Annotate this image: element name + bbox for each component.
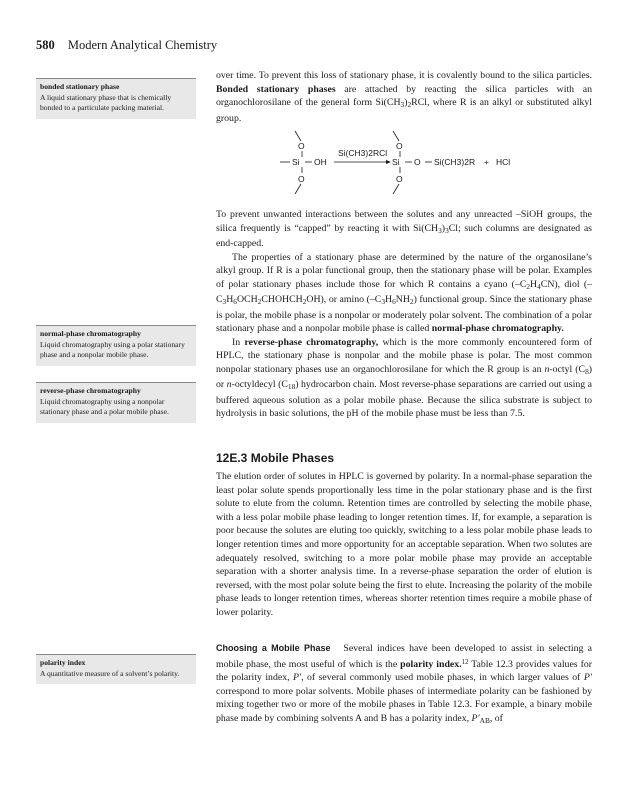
right-si: Si [392,157,400,167]
glossary-definition: A liquid stationary phase that is chemically bonded to a particulate packing material. [40,92,172,113]
left-oh: OH [314,157,327,167]
subsection-heading: Choosing a Mobile Phase [216,643,331,653]
glossary-box-bonded-stationary-phase [36,78,196,119]
running-header [36,38,217,53]
glossary-box-reverse-phase [36,382,196,423]
glossary-term: normal-phase chromatography [40,329,141,338]
paragraph-reverse-phase: In reverse-phase chromatography, which is the more commonly encountered form of HPLC, the stationary phase is nonpolar and the mobile phase is polar. The most common nonpolar stationary phases use an organochlorosilane for which the R group is an n-octyl $(C_8)$ or n-octyldecyl $(C_{18})$ hydrocarbon chain. Most reverse-phase separations are carried out using a buffered aqueous solution as a polar mobile phase. Because the silica substrate is subject to hydrolysis in basic solutions, the pH of the mobile phase must be less than 7.5. [216,336,592,420]
reference-number: 12 [461,658,469,666]
glossary-definition: Liquid chromatography using a nonpolar stationary phase and a polar mobile phase. [40,396,169,417]
page-number: 580 [36,38,55,52]
paragraph-group-stationary-phases [216,208,592,421]
right-bottom-o: O [396,174,403,184]
glossary-box-polarity-index [36,654,196,684]
right-o: O [414,157,421,167]
reagent-label: Si(CH3)2RCl [338,148,388,158]
paragraph-bonded-phase: over time. To prevent this loss of stationary phase, it is covalently bound to the silica particles. Bonded stationary phases are attached by reacting the silica particles with an organochlorosilane of the general form $Si(CH_3)_2RCl$, where R is an alkyl or substituted alkyl group. [216,70,592,124]
glossary-definition: A quantitative measure of a solvent’s polarity. [40,668,180,678]
book-title: Modern Analytical Chemistry [67,38,218,52]
left-bottom-o: O [298,174,305,184]
left-si: Si [292,157,300,167]
silanization-reaction [216,128,592,198]
left-top-o: O [298,141,305,151]
hcl-label: HCl [496,157,511,167]
glossary-box-normal-phase [36,325,196,366]
reaction-scheme [216,128,592,198]
plus-sign: + [484,157,489,167]
paragraph-stationary-phase-properties: The properties of a stationary phase are determined by the nature of the organosilane’s alkyl group. If R is a polar functional group, then the stationary phase will be polar. Examples of polar stationary phases include those for which R contains a cyano $(-C_2H_4CN)$, diol $(-C_3H_6OCH_2CHOHCH_2OH)$, or amino $(-C_3H_6NH_2)$ functional group. Since the stationary phase is polar, the mobile phase is a nonpolar or moderately polar solvent. The combination of a polar stationary phase and a nonpolar mobile phase is called normal-phase chromatography. [216,251,593,335]
glossary-term: bonded stationary phase [40,82,120,91]
paragraph-choosing-mobile-phase: Choosing a Mobile Phase Several indices have been developed to assist in selecting a mobile phase, the most useful of which is the polarity index.$^{12}$ Table 12.3 provides values for the polarity index, P′, of several commonly used mobile phases, in which larger values of P′ correspond to more polar solvents. Mobile phases of intermediate polarity can be fashioned by mixing together two or more of the mobile phases in Table 12.3. For example, a binary mobile phase made by combining solvents A and B has a polarity index, $P'_{AB}$, of [216,643,592,725]
glossary-term: reverse-phase chromatography [40,386,141,395]
paragraph-elution-order: The elution order of solutes in HPLC is governed by polarity. In a normal-phase separation the least polar solute spends proportionally less time in the polar stationary phase and is the first solute to elute from the column. Retention times are controlled by selecting the mobile phase, with a less polar mobile phase leading to longer retention times. If, for example, a separation is poor because the solutes are eluting too quickly, switching to a less polar mobile phase leads to longer retention times and more opportunity for an acceptable separation. When two solutes are adequately resolved, switching to a more polar mobile phase may provide an acceptable separation with a shorter analysis time. In a reverse-phase separation the order of elution is reversed, with the most polar solute being the first to elute. Increasing the polarity of the mobile phase leads to longer retention times, whereas shorter retention times require a mobile phase of lower polarity. [216,471,592,618]
glossary-definition: Liquid chromatography using a polar stationary phase and a nonpolar mobile phase. [40,339,185,360]
product-label: Si(CH3)2R [434,157,476,167]
paragraph-end-capping: To prevent unwanted interactions between the solutes and any unreacted –SiOH groups, the silica frequently is “capped” by reacting it with $Si(CH_3)_3Cl$; such columns are designated as end-capped. [216,209,592,250]
right-top-o: O [396,141,403,151]
section-heading: 12E.3 Mobile Phases [216,451,335,465]
glossary-term: polarity index [40,658,86,667]
